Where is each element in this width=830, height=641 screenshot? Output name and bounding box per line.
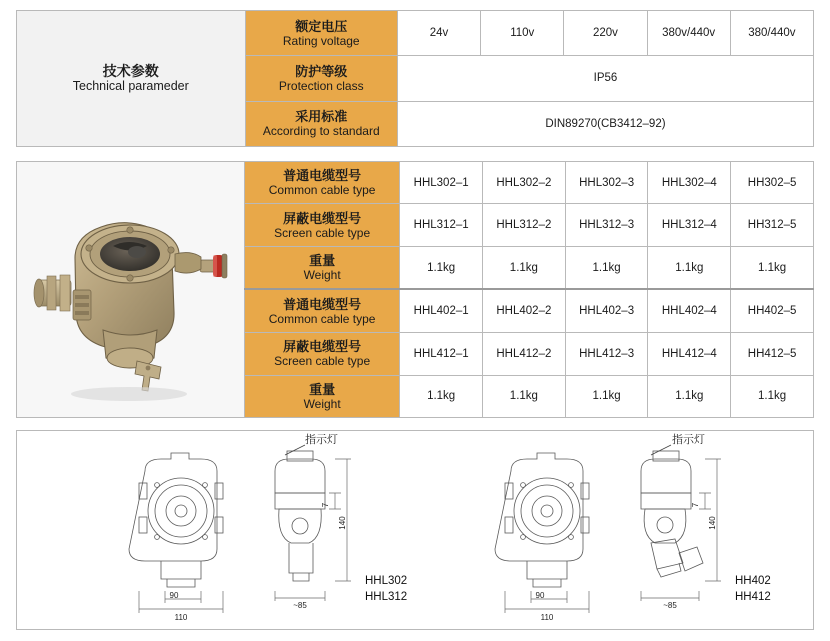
dim-right-outer-width: 110 [540, 613, 554, 622]
common-cable-type-label-cn: 普通电缆型号 [283, 296, 362, 312]
dim-left-small: 7 [321, 502, 330, 508]
standard-label-cn: 采用标准 [295, 109, 348, 125]
callout-leader-left [285, 445, 305, 455]
drawing-left [17, 431, 415, 629]
cable-type-value: HH312–5 [731, 204, 814, 246]
technical-parameters-title-cell [17, 11, 246, 147]
dim-right-small: 7 [691, 502, 700, 508]
cable-type-value: HHL412–4 [648, 333, 731, 375]
table-row [245, 246, 814, 289]
weight-value: 1.1kg [648, 375, 731, 418]
cable-type-value: HHL302–2 [483, 162, 566, 204]
screen-cable-type-label-en: Screen cable type [274, 354, 371, 369]
table-row [17, 11, 814, 56]
rating-voltage-value: 380/440v [730, 11, 813, 56]
weight-value: 1.1kg [648, 246, 731, 289]
caption-right-line2: HH412 [735, 591, 771, 603]
dim-right-depth: ~85 [663, 601, 677, 610]
weight-label [245, 246, 400, 289]
dim-left-outer-width: 110 [174, 613, 188, 622]
cable-type-value: HHL402–4 [648, 289, 731, 332]
dim-left-inner-width: 90 [169, 591, 179, 600]
dim-left-height: 140 [338, 516, 347, 530]
product-illustration [17, 162, 243, 417]
protection-class-label [245, 56, 397, 101]
weight-label-en: Weight [303, 396, 341, 411]
cable-type-value: HHL302–3 [565, 162, 648, 204]
cable-type-value: HH412–5 [731, 333, 814, 375]
weight-value: 1.1kg [400, 375, 483, 418]
rating-voltage-value: 380v/440v [647, 11, 730, 56]
weight-label-cn: 重量 [309, 253, 336, 269]
cable-type-value: HHL302–4 [648, 162, 731, 204]
cable-type-value: HHL402–1 [400, 289, 483, 332]
weight-label [245, 375, 400, 418]
caption-right-line1: HH402 [735, 575, 771, 587]
common-cable-type-label-en: Common cable type [268, 183, 376, 198]
protection-class-label-en: Protection class [278, 78, 364, 93]
protection-class-value: IP56 [397, 56, 813, 101]
cable-type-value: HHL402–2 [483, 289, 566, 332]
rating-voltage-value: 110v [481, 11, 564, 56]
rating-voltage-label-cn: 额定电压 [295, 18, 348, 34]
weight-value: 1.1kg [565, 246, 648, 289]
callout-leader-right [651, 445, 671, 455]
weight-value: 1.1kg [483, 246, 566, 289]
rating-voltage-label-en: Rating voltage [282, 33, 360, 48]
standard-label [245, 101, 397, 146]
technical-parameters-table [16, 10, 814, 147]
cable-type-value: HHL402–3 [565, 289, 648, 332]
screen-cable-type-label-cn: 屏蔽电缆型号 [283, 210, 362, 226]
cable-types-table [244, 161, 814, 418]
cable-type-value: HHL412–3 [565, 333, 648, 375]
cable-type-value: HHL412–1 [400, 333, 483, 375]
screen-cable-type-label-en: Screen cable type [274, 225, 371, 240]
rating-voltage-value: 220v [564, 11, 647, 56]
cable-type-value: HHL312–4 [648, 204, 731, 246]
weight-label-cn: 重量 [309, 381, 336, 397]
table-row [245, 204, 814, 246]
standard-label-en: According to standard [262, 124, 380, 139]
cable-type-value: HHL312–3 [565, 204, 648, 246]
table-row [245, 333, 814, 375]
cable-type-value: HHL312–1 [400, 204, 483, 246]
table-row [245, 375, 814, 418]
product-photo [16, 161, 244, 418]
cable-type-value: HHL412–2 [483, 333, 566, 375]
weight-label-en: Weight [303, 268, 341, 283]
table-row [245, 289, 814, 332]
screen-cable-type-label [245, 204, 400, 246]
protection-class-label-cn: 防护等级 [295, 63, 348, 79]
technical-title-cn: 技术参数 [102, 63, 159, 79]
technical-parameters-block [16, 10, 814, 147]
cable-types-table-wrap [244, 161, 814, 418]
weight-value: 1.1kg [565, 375, 648, 418]
caption-left-line2: HHL312 [365, 591, 408, 603]
callout-left: 指示灯 [305, 434, 338, 446]
screen-cable-type-label-cn: 屏蔽电缆型号 [283, 339, 362, 355]
cable-type-value: HH402–5 [731, 289, 814, 332]
cable-type-value: HHL302–1 [400, 162, 483, 204]
callout-right: 指示灯 [672, 434, 705, 446]
dim-right-inner-width: 90 [535, 591, 545, 600]
technical-title-en: Technical parameder [72, 79, 189, 93]
weight-value: 1.1kg [731, 246, 814, 289]
rating-voltage-label [245, 11, 397, 56]
weight-value: 1.1kg [483, 375, 566, 418]
weight-value: 1.1kg [400, 246, 483, 289]
weight-value: 1.1kg [731, 375, 814, 418]
cable-type-value: HHL312–2 [483, 204, 566, 246]
dimension-drawings-block [16, 430, 814, 630]
common-cable-type-label-cn: 普通电缆型号 [283, 168, 362, 184]
cable-types-block [16, 161, 814, 418]
common-cable-type-label-en: Common cable type [268, 311, 376, 326]
common-cable-type-label [245, 289, 400, 332]
screen-cable-type-label [245, 333, 400, 375]
caption-left-line1: HHL302 [365, 575, 408, 587]
rating-voltage-value: 24v [397, 11, 480, 56]
common-cable-type-label [245, 162, 400, 204]
dim-right-height: 140 [708, 516, 717, 530]
standard-value: DIN89270(CB3412–92) [397, 101, 813, 146]
dim-left-depth: ~85 [293, 601, 307, 610]
table-row [245, 162, 814, 204]
cable-type-value: HH302–5 [731, 162, 814, 204]
